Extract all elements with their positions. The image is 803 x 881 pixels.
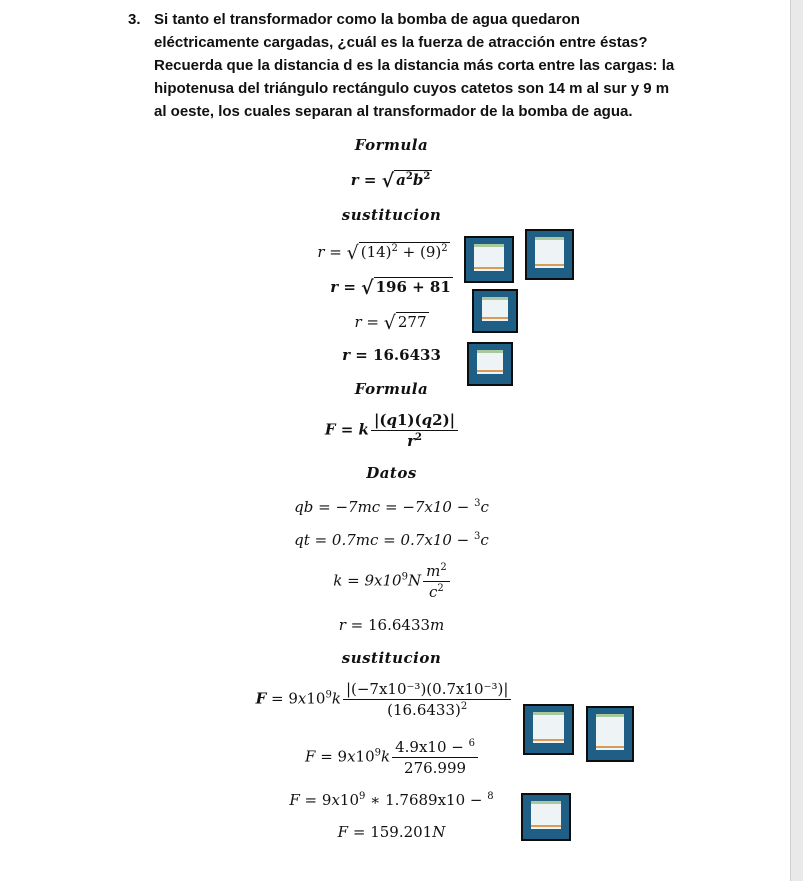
heading-sustitucion-1: sustitucion (341, 206, 442, 224)
calculator-screenshot-icon[interactable] (467, 342, 513, 386)
result-r: r = 16.6433 (342, 346, 441, 364)
calculator-screenshot-icon[interactable] (586, 706, 634, 762)
subst-f-2: $F = 9x10^9k$ $\frac{4.9x10 - ^6}{276.999}$ (0, 738, 783, 777)
result-f: F = 159.201N (337, 823, 446, 841)
subst-r-2: r = √ 196 + 81 (330, 277, 451, 299)
calculator-screenshot-icon[interactable] (464, 236, 514, 283)
r-value: 16.6433 (373, 346, 441, 364)
calculator-screenshot-icon[interactable] (525, 229, 574, 280)
subst-f-1: $F = 9x10^9k$ $\frac{\text{|(−7x10⁻³)(0.7x10⁻³)|}}{(16.6433)^2}$ (0, 680, 775, 719)
dato-qt: qt = 0.7mc = 0.7x10 − $^3$c (294, 531, 489, 549)
calculator-screenshot-icon[interactable] (523, 704, 574, 755)
dato-r: r = 16.6433m (338, 616, 445, 634)
question-text: Si tanto el transformador como la bomba de agua quedaron eléctricamente cargadas, ¿cuál es la fuerza de atracción entre éstas? Recuerda que la distancia d es la distancia más corta entre las cargas: la hipotenusa del triángulo rectángulo cuyos catetos son 14 m al sur y 9 m al oeste, los cuales separan al transformador de la bomba de agua. (154, 11, 675, 120)
subst-f-3: $F = 9x10^9$ ∗ 1.7689x10 − $^8$ (289, 791, 494, 809)
page-edge (790, 0, 803, 881)
heading-formula-1: Formula (354, 136, 429, 154)
formula-r: r = √ $a^2b^2$ (350, 170, 431, 192)
calculator-screenshot-icon[interactable] (472, 289, 518, 333)
calculator-screenshot-icon[interactable] (521, 793, 571, 841)
dato-qb: qb = −7mc = −7x10 − $^3$c (294, 498, 489, 516)
subst-r-3: r = √ 277 (354, 312, 427, 334)
question-number: 3. (128, 11, 141, 28)
heading-sustitucion-2: sustitucion (341, 649, 442, 667)
heading-formula-2: Formula (354, 380, 429, 398)
heading-datos: Datos (366, 464, 417, 482)
dato-k: $k = 9x10^9N$ $\frac{m^2}{c^2}$ (0, 562, 783, 601)
formula-coulomb: F = k $\frac{|(q1)(q2)|}{r^2}$ (0, 411, 783, 450)
subst-r-1: r = √ $(14)^2 + (9)^2$ (317, 242, 448, 264)
